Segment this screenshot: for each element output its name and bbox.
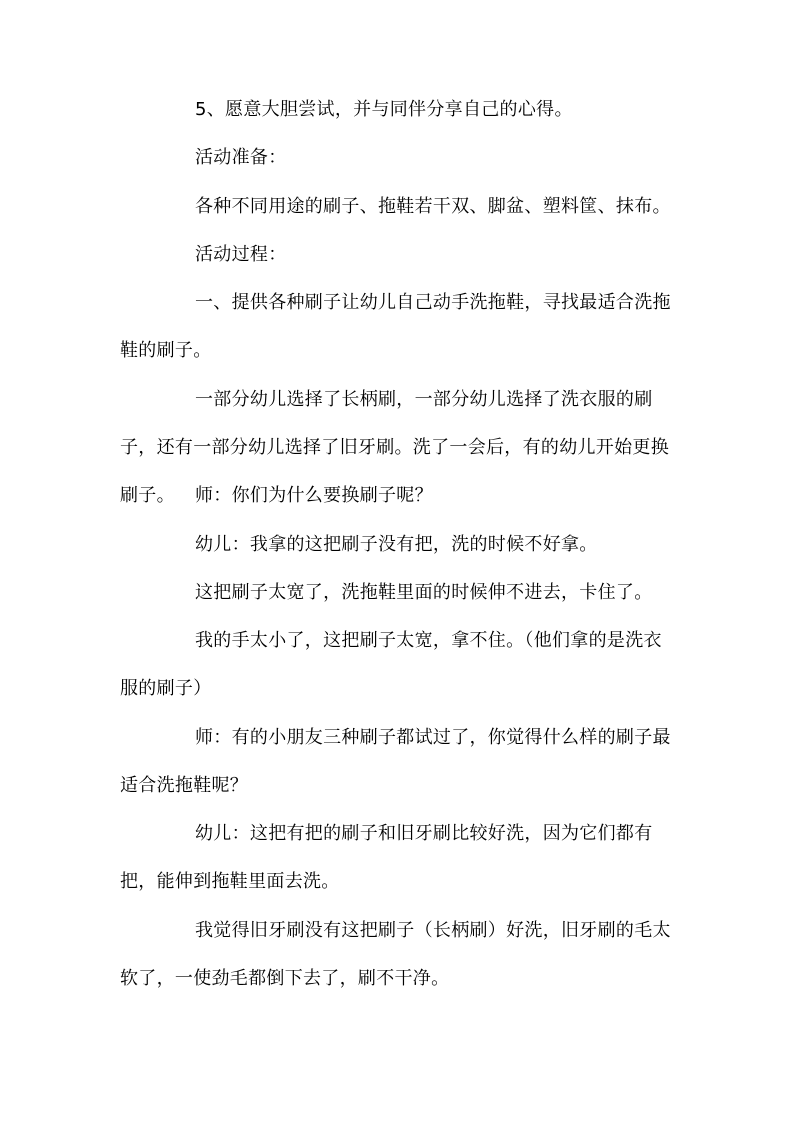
paragraph-observation: 一部分幼儿选择了长柄刷，一部分幼儿选择了洗衣服的刷子，还有一部分幼儿选择了旧牙刷。洗了一会后，有的幼儿开始更换刷子。 [120,389,669,506]
paragraph-child-answer-4: 幼儿：这把有把的刷子和旧牙刷比较好洗，因为它们都有把，能伸到拖鞋里面去洗。 [120,823,653,892]
heading-preparation: 活动准备： [195,147,287,168]
paragraph-step-1: 一、提供各种刷子让幼儿自己动手洗拖鞋，寻找最适合洗拖鞋的刷子。 [120,292,671,361]
paragraph-goal-5: 5、愿意大胆尝试，并与同伴分享自己的心得。 [195,99,573,120]
heading-process: 活动过程： [195,244,287,265]
paragraph-teacher-question-1: 师：你们为什么要换刷子呢？ [195,485,433,506]
paragraph-child-answer-1: 幼儿：我拿的这把刷子没有把，洗的时候不好拿。 [195,534,598,555]
paragraph-child-answer-2: 这把刷子太宽了，洗拖鞋里面的时候伸不进去，卡住了。 [195,582,653,603]
paragraph-materials: 各种不同用途的刷子、拖鞋若干双、脚盆、塑料筐、抹布。 [195,196,671,217]
paragraph-child-answer-5: 我觉得旧牙刷没有这把刷子（长柄刷）好洗，旧牙刷的毛太软了，一使劲毛都倒下去了，刷不干净。 [120,920,671,989]
paragraph-child-answer-3: 我的手太小了，这把刷子太宽，拿不住。（他们拿的是洗衣服的刷子） [120,630,662,699]
paragraph-teacher-question-2: 师：有的小朋友三种刷子都试过了，你觉得什么样的刷子最适合洗拖鞋呢？ [120,727,671,796]
